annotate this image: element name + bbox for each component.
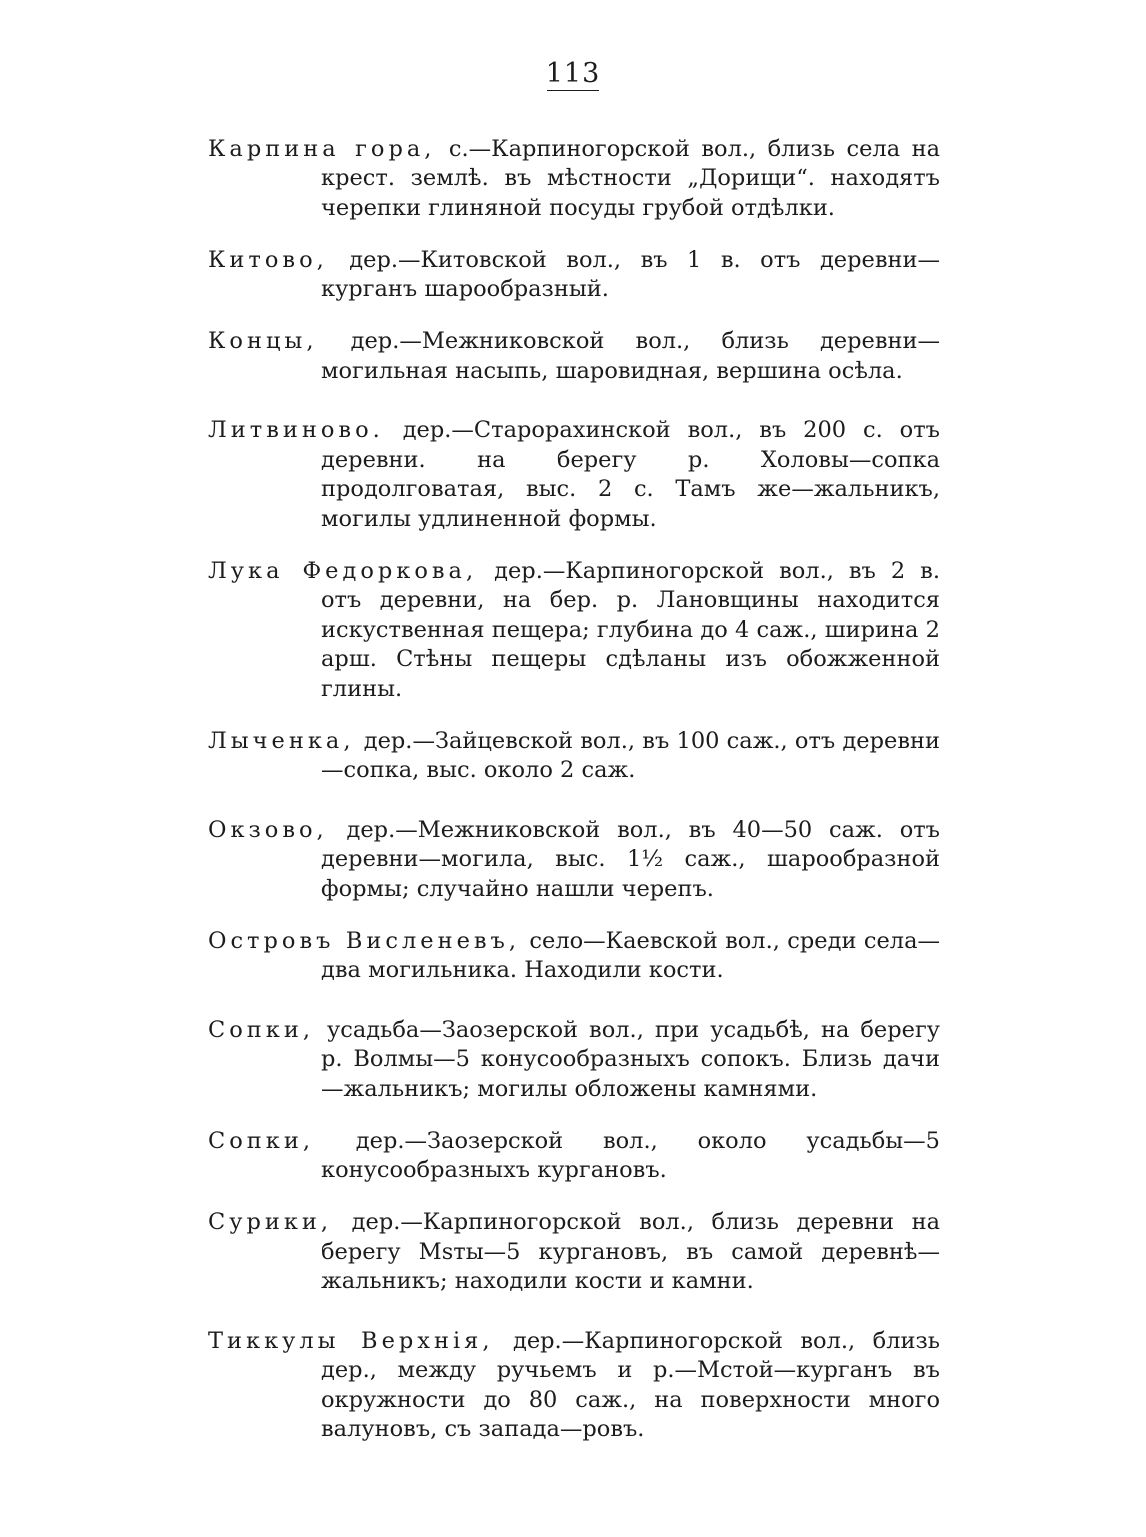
place-name: Островъ Висленевъ, [208, 927, 521, 954]
entry-text: дер.—Карпиногорской вол., близь дер., между ручьемъ и р.—Мстой—курганъ въ окружности до 80 саж., на поверхности много валуновъ, съ запада—ровъ. [321, 1327, 941, 1442]
place-name: Сопки, [208, 1016, 314, 1043]
place-name: Карпина гора, [208, 135, 436, 162]
page-number: 113 [545, 58, 601, 89]
entry-karpina-gora [208, 135, 940, 224]
entry-kontsy [208, 327, 940, 386]
entry-list [208, 112, 940, 1449]
entry-ostrov-vislenev [208, 927, 940, 986]
entry-litvinovo [208, 416, 940, 534]
entry-text: дер.—Межниковской вол., въ 40—50 саж. отъ деревни—могила, выс. 1½ саж., шарообразной формы; случайно нашли черепъ. [321, 816, 940, 902]
place-name: Сурики, [208, 1209, 333, 1235]
entry-text: дер.—Карпиногорской вол., близь деревни на берегу Msты—5 кургановъ, въ самой деревнѣ—жальникъ; находили кости и камни. [321, 1209, 940, 1294]
entry-text: дер.—Карпиногорской вол., въ 2 в. отъ деревни, на бер. р. Лановщины находится искуственная пещера; глубина до 4 саж., ширина 2 арш. Стѣны пещеры сдѣланы изъ обожженной глины. [321, 557, 940, 702]
place-name: Лука Федоркова, [208, 557, 478, 584]
entry-text: дер.—Китовской вол., въ 1 в. отъ деревни—курганъ шарообразный. [321, 246, 941, 302]
entry-lychenka [208, 727, 940, 786]
entry-text: дер.—Старорахинской вол., въ 200 с. отъ деревни. на берегу р. Холовы—сопка продолговатая, выс. 2 с. Тамъ же—жальникъ, могилы удлиненной формы. [321, 417, 940, 532]
entry-luka-fedorkova [208, 557, 940, 705]
place-name: Китово, [208, 246, 328, 273]
entry-sopki-der [208, 1127, 940, 1186]
entry-text: усадьба—Заозерской вол., при усадьбѣ, на берегу р. Волмы—5 конусообразныхъ сопокъ. Близь дачи—жальникъ; могилы обложены камнями. [321, 1016, 940, 1102]
place-name: Окзово, [208, 816, 328, 843]
entry-suriki [208, 1208, 940, 1297]
page-number-underline [547, 90, 599, 91]
entry-text: дер.—Зайцевской вол., въ 100 саж., отъ деревни—сопка, выс. около 2 саж. [321, 727, 941, 783]
entry-okzovo [208, 816, 940, 905]
entry-kitovo [208, 246, 940, 305]
place-name: Сопки, [208, 1127, 314, 1154]
entry-text: дер.—Межниковской вол., близь деревни—могильная насыпь, шаровидная, вершина осѣла. [321, 328, 940, 384]
entry-text: село—Каевской вол., среди села—два могильника. Находили кости. [321, 927, 940, 983]
place-name: Литвиново. [208, 417, 384, 443]
place-name: Лыченка, [208, 727, 355, 754]
place-name: Концы, [208, 328, 318, 354]
entry-text: дер.—Заозерской вол., около усадьбы—5 конусообразныхъ кургановъ. [321, 1127, 940, 1183]
entry-text: с.—Карпиногорской вол., близь села на крест. землѣ. въ мѣстности „Дорищи“. находятъ черепки глиняной посуды грубой отдѣлки. [321, 135, 940, 221]
entry-tikkuly-verkhniya [208, 1327, 940, 1445]
entry-sopki-usadba [208, 1016, 940, 1105]
place-name: Тиккулы Верхнія, [208, 1327, 494, 1354]
